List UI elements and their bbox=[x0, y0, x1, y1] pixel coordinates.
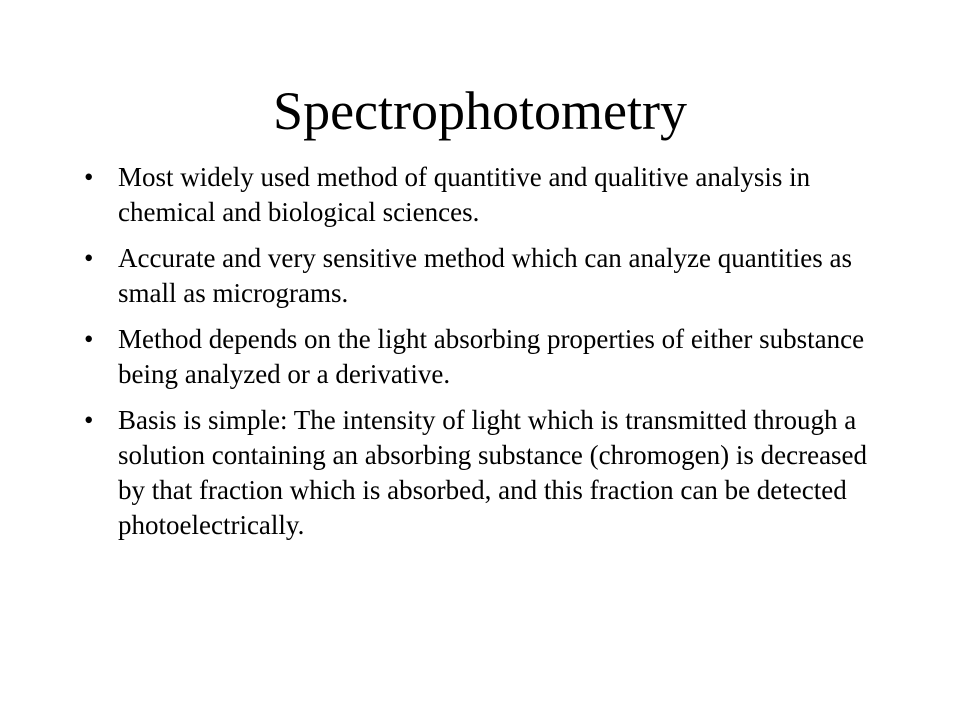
bullet-text: Accurate and very sensitive method which can analyze quantities as small as micrograms. bbox=[118, 243, 852, 308]
bullet-icon: • bbox=[84, 243, 94, 273]
bullet-list bbox=[84, 160, 884, 554]
bullet-item bbox=[84, 403, 884, 543]
bullet-text: Most widely used method of quantitive and qualitive analysis in chemical and biological sciences. bbox=[118, 162, 811, 227]
slide-title: Spectrophotometry bbox=[273, 81, 687, 141]
bullet-item bbox=[84, 322, 884, 392]
bullet-text: Basis is simple: The intensity of light which is transmitted through a solution containing an absorbing substance (chromogen) is decreased by that fraction which is absorbed, and this fraction can be detected photoelectrically. bbox=[118, 405, 868, 540]
bullet-item bbox=[84, 160, 884, 230]
bullet-item bbox=[84, 241, 884, 311]
bullet-text: Method depends on the light absorbing properties of either substance being analyzed or a derivative. bbox=[118, 324, 865, 389]
bullet-icon: • bbox=[84, 162, 94, 192]
bullet-icon: • bbox=[84, 405, 94, 435]
bullet-icon: • bbox=[84, 324, 94, 354]
